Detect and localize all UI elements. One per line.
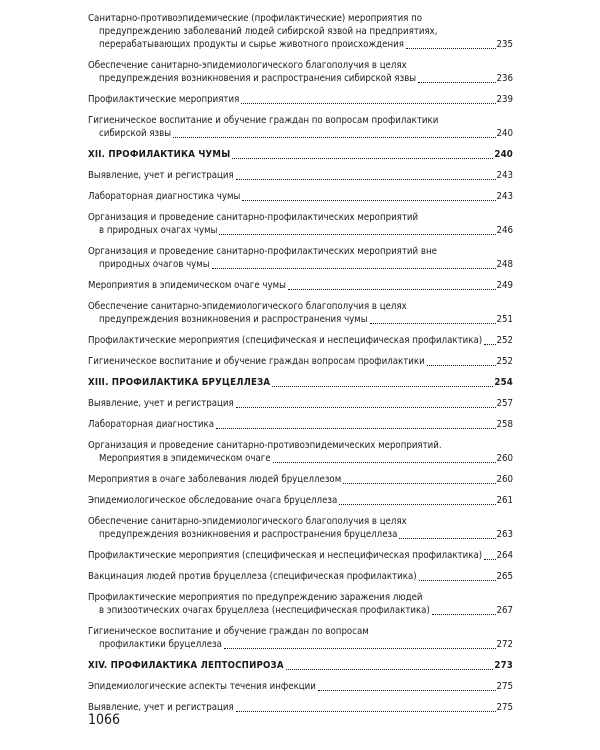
dot-leader — [286, 668, 494, 670]
toc-entry-line: Лабораторная диагностика — [88, 419, 215, 430]
toc-section-heading — [88, 659, 513, 672]
toc-page-ref: 264 — [496, 550, 513, 561]
toc-page-ref: 261 — [496, 495, 513, 506]
toc-page-ref: 258 — [496, 419, 513, 430]
toc-entry-line: Гигиеническое воспитание и обучение граждан вопросам профилактики — [88, 356, 425, 367]
toc-entry-line: Организация и проведение санитарно-профилактических мероприятий — [88, 212, 419, 223]
toc-entry — [88, 300, 513, 326]
toc-page-ref: 243 — [496, 170, 513, 181]
toc-entry-line: XIV. ПРОФИЛАКТИКА ЛЕПТОСПИРОЗА — [88, 660, 284, 671]
toc-page-ref: 240 — [494, 149, 513, 160]
toc-page-ref: 254 — [494, 377, 513, 388]
toc-entry — [88, 570, 513, 583]
toc-entry — [88, 439, 513, 465]
dot-leader — [216, 427, 496, 429]
toc-entry-line: Организация и проведение санитарно-профилактических мероприятий вне — [88, 246, 437, 257]
dot-leader — [406, 47, 496, 49]
toc-entry — [88, 211, 513, 237]
toc-entry — [88, 279, 513, 292]
toc-page-ref: 273 — [494, 660, 513, 671]
toc-entry — [88, 334, 513, 347]
toc-page-ref: 239 — [496, 94, 513, 105]
dot-leader — [236, 406, 496, 408]
toc-entry-line: Организация и проведение санитарно-противоэпидемических мероприятий. — [88, 440, 442, 451]
toc-page-ref: 248 — [496, 259, 513, 270]
toc-entry — [88, 494, 513, 507]
toc-entry — [88, 114, 513, 140]
toc-entry-line: предупреждения возникновения и распространения сибирской язвы — [99, 73, 417, 84]
toc-page-ref: 252 — [496, 335, 513, 346]
toc-entry-line: предупреждения возникновения и распространения бруцеллеза — [99, 529, 398, 540]
dot-leader — [288, 288, 496, 290]
dot-leader — [173, 136, 495, 138]
toc-entry — [88, 245, 513, 271]
toc-entry-line: Обеспечение санитарно-эпидемиологического благополучия в целях — [88, 516, 407, 527]
toc-entry — [88, 701, 513, 714]
toc-entry — [88, 473, 513, 486]
toc-entry — [88, 680, 513, 693]
toc-entry — [88, 397, 513, 410]
dot-leader — [236, 710, 496, 712]
toc-entry — [88, 190, 513, 203]
dot-leader — [343, 482, 495, 484]
toc-page-ref: 265 — [496, 571, 513, 582]
toc-entry — [88, 93, 513, 106]
toc-page-ref: 236 — [496, 73, 513, 84]
dot-leader — [318, 689, 496, 691]
toc-entry-line: Мероприятия в очаге заболевания людей бруцеллезом — [88, 474, 342, 485]
toc-entry-line: Обеспечение санитарно-эпидемиологического благополучия в целях — [88, 301, 407, 312]
toc-page-ref: 267 — [496, 605, 513, 616]
dot-leader — [419, 579, 496, 581]
dot-leader — [224, 647, 496, 649]
toc-entry-line: профилактики бруцеллеза — [99, 639, 222, 650]
toc-entry — [88, 12, 513, 51]
dot-leader — [370, 322, 496, 324]
toc-entry-line: Профилактические мероприятия — [88, 94, 240, 105]
toc-page-ref: 272 — [496, 639, 513, 650]
toc-entry-line: Санитарно-противоэпидемические (профилактические) мероприятия по — [88, 13, 423, 24]
toc-entry-line: Профилактические мероприятия (специфическая и неспецифическая профилактика) — [88, 335, 483, 346]
dot-leader — [241, 102, 495, 104]
dot-leader — [432, 613, 496, 615]
toc-page-ref: 251 — [496, 314, 513, 325]
toc-section-heading — [88, 376, 513, 389]
toc-entry — [88, 418, 513, 431]
toc-entry-line: предупреждению заболеваний людей сибирской язвой на предприятиях, — [99, 26, 438, 37]
dot-leader — [339, 503, 495, 505]
toc-page-ref: 275 — [496, 681, 513, 692]
toc-entry-line: Выявление, учет и регистрация — [88, 702, 234, 713]
toc-entry — [88, 515, 513, 541]
toc-page-ref: 249 — [496, 280, 513, 291]
toc-entry-line: Мероприятия в эпидемическом очаге — [99, 453, 271, 464]
dot-leader — [427, 364, 496, 366]
toc-page-ref: 235 — [496, 39, 513, 50]
toc-entry-line: природных очагов чумы — [99, 259, 210, 270]
toc-entry — [88, 549, 513, 562]
toc-entry-line: Лабораторная диагностика чумы — [88, 191, 241, 202]
toc-entry-line: Профилактические мероприятия (специфическая и неспецифическая профилактика) — [88, 550, 483, 561]
dot-leader — [418, 81, 495, 83]
toc-entry-line: в природных очагах чумы — [99, 225, 218, 236]
dot-leader — [273, 461, 496, 463]
toc-entry-line: перерабатывающих продукты и сырье животного происхождения — [99, 39, 404, 50]
toc-page-ref: 240 — [496, 128, 513, 139]
toc-entry — [88, 169, 513, 182]
toc-entry-line: Гигиеническое воспитание и обучение граждан по вопросам профилактики — [88, 115, 439, 126]
toc-entry — [88, 591, 513, 617]
dot-leader — [219, 233, 495, 235]
toc-entry — [88, 355, 513, 368]
toc-page-ref: 257 — [496, 398, 513, 409]
dot-leader — [236, 178, 496, 180]
toc-entry-line: в эпизоотических очагах бруцеллеза (неспецифическая профилактика) — [99, 605, 430, 616]
toc-entry-line: Выявление, учет и регистрация — [88, 170, 234, 181]
toc-page-ref: 260 — [496, 474, 513, 485]
dot-leader — [399, 537, 495, 539]
toc-entry-line: сибирской язвы — [99, 128, 172, 139]
dot-leader — [272, 385, 493, 387]
toc-entry-line: Мероприятия в эпидемическом очаге чумы — [88, 280, 286, 291]
toc-entry — [88, 59, 513, 85]
toc-page-ref: 243 — [496, 191, 513, 202]
toc-entry-line: XIII. ПРОФИЛАКТИКА БРУЦЕЛЛЕЗА — [88, 377, 271, 388]
toc-page-ref: 260 — [496, 453, 513, 464]
toc-entry-line: Обеспечение санитарно-эпидемиологического благополучия в целях — [88, 60, 407, 71]
toc-section-heading — [88, 148, 513, 161]
toc-page-ref: 263 — [496, 529, 513, 540]
dot-leader — [232, 157, 493, 159]
toc-entry-line: Вакцинация людей против бруцеллеза (специфическая профилактика) — [88, 571, 417, 582]
toc-entry-line: Гигиеническое воспитание и обучение граждан по вопросам — [88, 626, 369, 637]
dot-leader — [484, 343, 495, 345]
toc-entry-line: Профилактические мероприятия по предупреждению заражения людей — [88, 592, 423, 603]
toc-entry-line: Эпидемиологические аспекты течения инфекции — [88, 681, 316, 692]
dot-leader — [212, 267, 496, 269]
page-number: 1066 — [88, 712, 121, 728]
table-of-contents — [88, 12, 513, 722]
toc-page-ref: 246 — [496, 225, 513, 236]
dot-leader — [484, 558, 495, 560]
toc-entry-line: XII. ПРОФИЛАКТИКА ЧУМЫ — [88, 149, 231, 160]
toc-page-ref: 252 — [496, 356, 513, 367]
toc-entry — [88, 625, 513, 651]
toc-entry-line: предупреждения возникновения и распространения чумы — [99, 314, 368, 325]
toc-page-ref: 275 — [496, 702, 513, 713]
dot-leader — [242, 199, 495, 201]
toc-entry-line: Эпидемиологическое обследование очага бруцеллеза — [88, 495, 338, 506]
toc-entry-line: Выявление, учет и регистрация — [88, 398, 234, 409]
